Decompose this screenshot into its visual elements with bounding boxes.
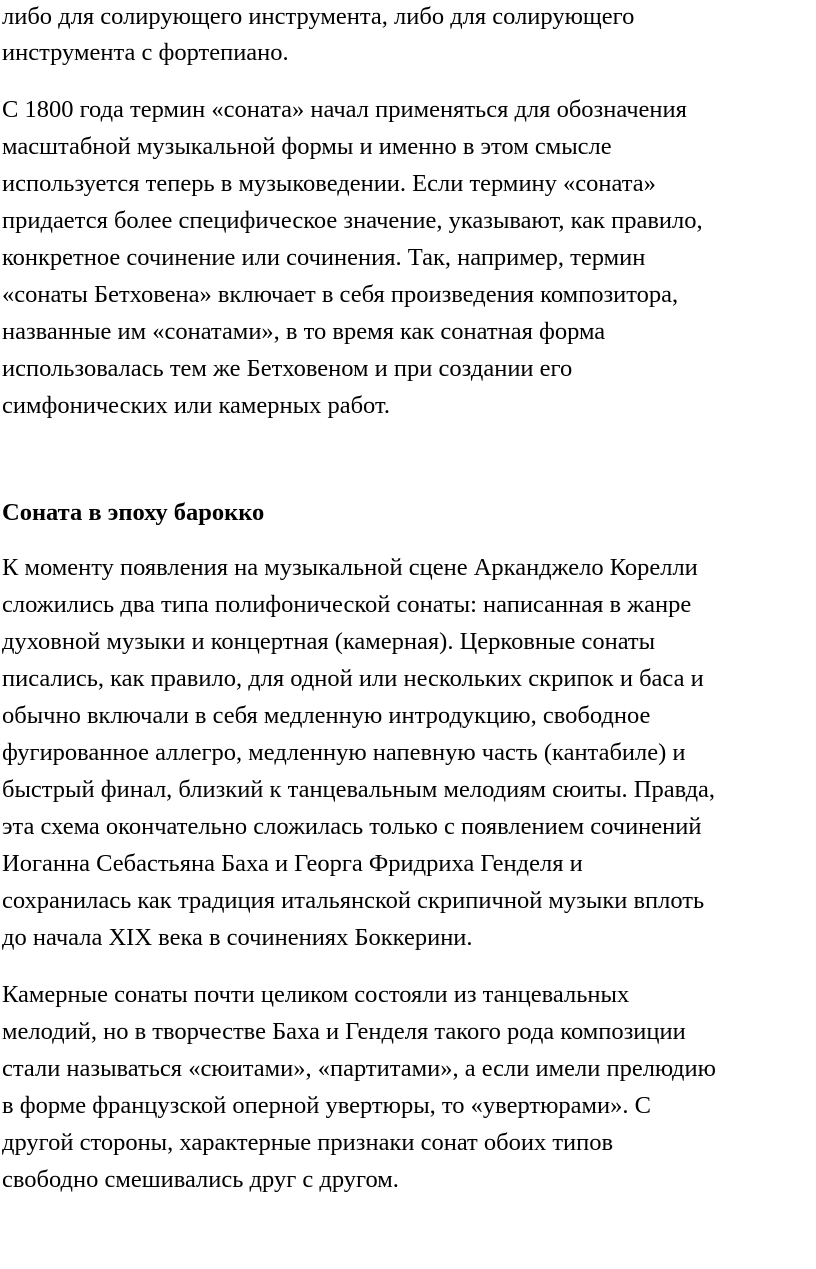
text-line: фугированное аллегро, медленную напевную часть (кантабиле) и	[2, 739, 686, 766]
text-line: либо для солирующего инструмента, либо для солирующего	[2, 3, 635, 30]
text-line: С 1800 года термин «соната» начал применяться для обозначения	[2, 96, 687, 123]
text-line: обычно включали в себя медленную интродукцию, свободное	[2, 702, 651, 729]
text-line: названные им «сонатами», в то время как сонатная форма	[2, 318, 606, 345]
text-line: писались, как правило, для одной или нескольких скрипок и баса и	[2, 665, 704, 692]
text-line: свободно смешивались друг с другом.	[2, 1166, 399, 1193]
text-line: использовалась тем же Бетховеном и при создании его	[2, 355, 573, 382]
text-line: симфонических или камерных работ.	[2, 392, 390, 419]
text-line: эта схема окончательно сложилась только с появлением сочинений	[2, 813, 702, 840]
text-line: стали называться «сюитами», «партитами», а если имели прелюдию	[2, 1055, 716, 1082]
text-line: инструмента с фортепиано.	[2, 39, 289, 66]
text-line: масштабной музыкальной формы и именно в этом смысле	[2, 133, 612, 160]
text-line: конкретное сочинение или сочинения. Так, например, термин	[2, 244, 646, 271]
text-line: в форме французской оперной увертюры, то «увертюрами». С	[2, 1092, 651, 1119]
text-line: «сонаты Бетховена» включает в себя произведения композитора,	[2, 281, 679, 308]
text-line: сложились два типа полифонической сонаты: написанная в жанре	[2, 591, 692, 618]
text-line: до начала XIX века в сочинениях Боккерини.	[2, 924, 473, 951]
text-line: духовной музыки и концертная (камерная). Церковные сонаты	[2, 628, 656, 655]
text-line: Камерные сонаты почти целиком состояли из танцевальных	[2, 981, 630, 1008]
text-line: К моменту появления на музыкальной сцене Арканджело Корелли	[2, 554, 698, 581]
text-line: используется теперь в музыковедении. Если термину «соната»	[2, 170, 656, 197]
text-line: сохранилась как традиция итальянской скрипичной музыки вплоть	[2, 887, 705, 914]
text-line: Иоганна Себастьяна Баха и Георга Фридриха Генделя и	[2, 850, 583, 877]
text-line: быстрый финал, близкий к танцевальным мелодиям сюиты. Правда,	[2, 776, 716, 803]
text-line: мелодий, но в творчестве Баха и Генделя такого рода композиции	[2, 1018, 686, 1045]
section-heading: Соната в эпоху барокко	[2, 499, 265, 526]
text-line: придается более специфическое значение, указывают, как правило,	[2, 207, 703, 234]
text-line: другой стороны, характерные признаки сонат обоих типов	[2, 1129, 614, 1156]
